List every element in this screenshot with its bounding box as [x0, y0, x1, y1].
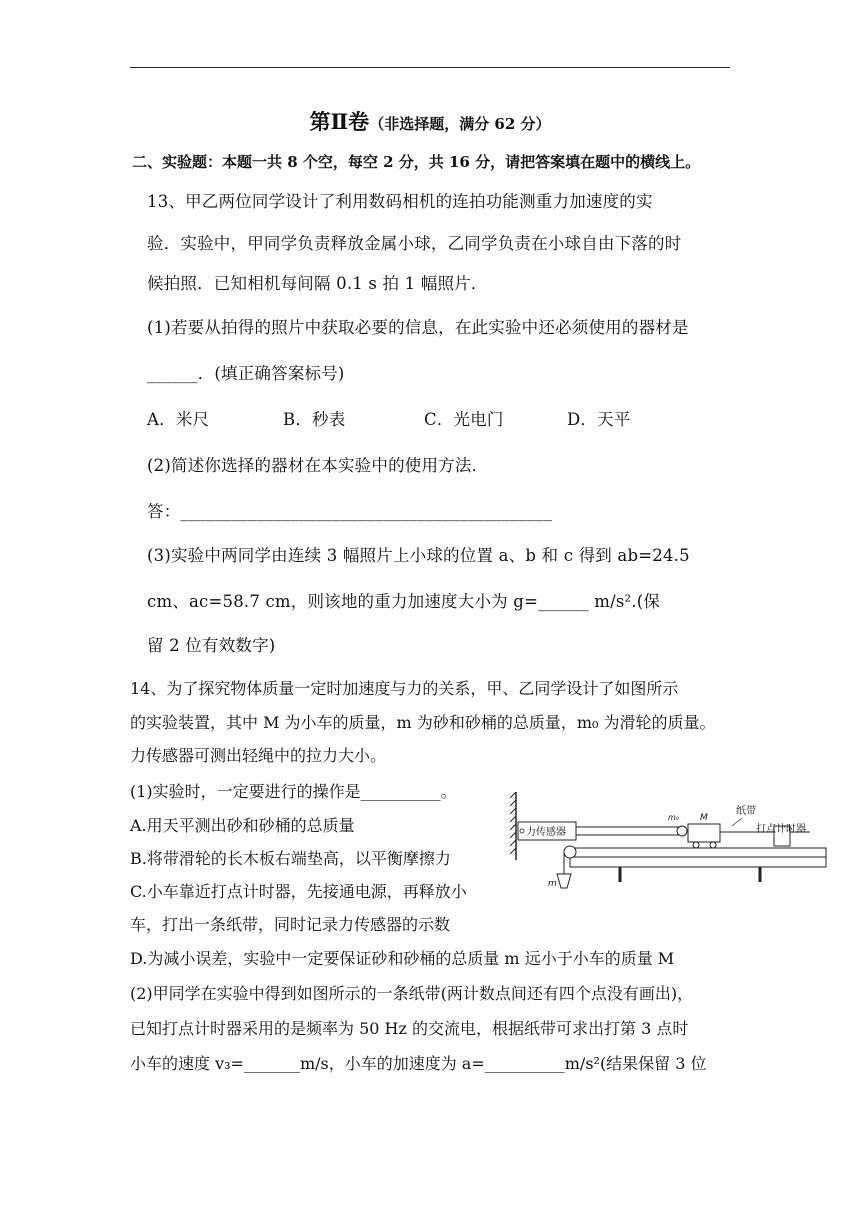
apparatus-figure	[510, 790, 830, 900]
tape-label: 纸带	[736, 806, 756, 817]
q13-option-c: C．光电门	[424, 410, 504, 429]
title-main: 第Ⅱ卷	[309, 109, 370, 134]
q14-option-b: B.将带滑轮的长木板右端垫高，以平衡摩擦力	[130, 849, 451, 868]
q14-intro-line1: 14、为了探究物体质量一定时加速度与力的关系，甲、乙同学设计了如图所示	[130, 679, 679, 698]
q14-part2-line2: 已知打点计时器采用的是频率为 50 Hz 的交流电，根据纸带可求出打第 3 点时	[130, 1019, 689, 1038]
sand-bucket	[548, 874, 571, 889]
spark-timer	[756, 822, 806, 846]
page-title	[0, 106, 860, 136]
q14-intro-line2: 的实验装置，其中 M 为小车的质量，m 为砂和砂桶的总质量，m₀ 为滑轮的质量。	[130, 713, 716, 732]
q13-part3-line3: 留 2 位有效数字)	[147, 636, 276, 655]
section-heading: 二、实验题：本题一共 8 个空，每空 2 分，共 16 分，请把答案填在题中的横线上。	[132, 153, 701, 171]
q13-part3-line1: (3)实验中两同学由连续 3 幅照片上小球的位置 a、b 和 c 得到 ab=24.5	[147, 546, 690, 565]
q13-option-a: A．米尺	[147, 410, 210, 429]
fixed-pulley	[564, 846, 576, 858]
q14-intro-line3: 力传感器可测出轻绳中的拉力大小。	[130, 746, 387, 765]
q13-option-b: B．秒表	[283, 410, 346, 429]
q13-intro-line3: 候拍照．已知相机每间隔 0.1 s 拍 1 幅照片．	[147, 274, 488, 293]
q13-option-d: D．天平	[567, 410, 631, 429]
moving-pulley	[677, 826, 687, 836]
cart	[688, 813, 720, 848]
top-rule	[130, 67, 730, 68]
M-label: M	[700, 813, 708, 823]
q13-intro-line1: 13、甲乙两位同学设计了利用数码相机的连拍功能测重力加速度的实	[147, 192, 653, 211]
q13-part2-line1: (2)简述你选择的器材在本实验中的使用方法．	[147, 456, 489, 475]
timer-label: 打点计时器	[756, 824, 806, 835]
q14-option-d: D.为减小误差，实验中一定要保证砂和砂桶的总质量 m 远小于小车的质量 M	[130, 949, 675, 968]
q13-part3-line2: cm、ac=58.7 cm，则该地的重力加速度大小为 g=______ m/s².(保	[147, 592, 661, 611]
m0-label: m₀	[668, 813, 679, 822]
q14-option-c-line2: 车，打出一条纸带，同时记录力传感器的示数	[130, 915, 451, 934]
wall	[510, 792, 516, 860]
q13-part1-line2: ______．(填正确答案标号)	[147, 364, 345, 383]
force-sensor	[518, 822, 576, 840]
q14-part2-line3: 小车的速度 v₃=_______m/s，小车的加速度为 a=__________m/s²(结果保留 3 位	[130, 1054, 707, 1073]
q14-part1-line: (1)实验时，一定要进行的操作是__________。	[130, 782, 457, 801]
title-sub: （非选择题，满分 62 分）	[369, 115, 551, 133]
q14-option-c-line1: C.小车靠近打点计时器，先接通电源，再释放小	[130, 882, 467, 901]
q13-intro-line2: 验．实验中，甲同学负责释放金属小球，乙同学负责在小球自由下落的时	[147, 234, 682, 253]
q13-part1-line1: (1)若要从拍得的照片中获取必要的信息，在此实验中还必须使用的器材是	[147, 318, 689, 337]
q14-option-a: A.用天平测出砂和砂桶的总质量	[130, 816, 355, 835]
m-label: m	[548, 879, 557, 889]
force-sensor-label: 力传感器	[526, 827, 566, 838]
q14-part2-line1: (2)甲同学在实验中得到如图所示的一条纸带(两计数点间还有四个点没有画出)，	[130, 984, 694, 1003]
long-board	[570, 848, 826, 882]
tape-pointer	[732, 818, 742, 826]
q13-part2-answer: 答：____________________________________________	[147, 502, 553, 521]
